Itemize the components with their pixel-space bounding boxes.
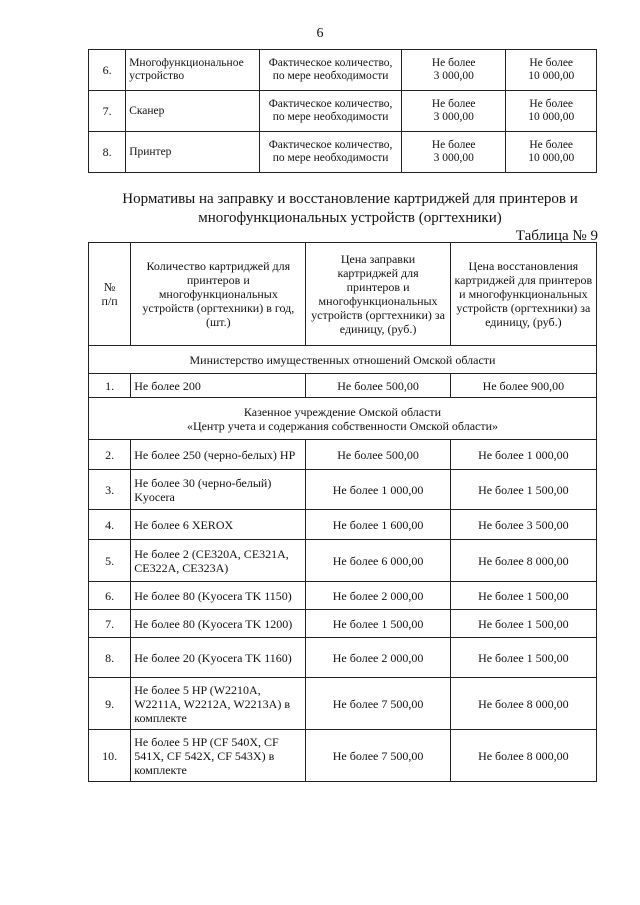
row-num: 10.	[89, 730, 131, 782]
row-price: Не более 10 000,00	[506, 91, 597, 132]
table-row	[89, 540, 597, 582]
row-basis: Фактическое количество, по мере необходимости	[260, 50, 402, 91]
row-refill: Не более 500,00	[306, 374, 450, 398]
section-heading	[60, 190, 640, 228]
equipment-table	[88, 49, 597, 173]
row-restore: Не более 1 500,00	[450, 638, 596, 678]
row-num: 8.	[89, 132, 126, 173]
row-num: 7.	[89, 610, 131, 638]
table-row	[89, 440, 597, 470]
table-row	[89, 374, 597, 398]
row-refill: Не более 2 000,00	[306, 582, 450, 610]
table-row	[89, 510, 597, 540]
row-qty: Не более 80 (Kyocera TK 1200)	[131, 610, 306, 638]
row-refill: Не более 7 500,00	[306, 730, 450, 782]
section-ministry: Министерство имущественных отношений Омской области	[89, 346, 597, 374]
table-row	[89, 91, 597, 132]
table-row	[89, 610, 597, 638]
row-num: 4.	[89, 510, 131, 540]
row-qty: Не более 200	[131, 374, 306, 398]
row-num: 8.	[89, 638, 131, 678]
row-restore: Не более 3 500,00	[450, 510, 596, 540]
row-refill: Не более 7 500,00	[306, 678, 450, 730]
row-qty: Не более 6 XEROX	[131, 510, 306, 540]
section-row-institution	[89, 398, 597, 440]
row-refill: Не более 1 600,00	[306, 510, 450, 540]
row-price: Не более 10 000,00	[506, 132, 597, 173]
row-qty: Не более 20 (Kyocera TK 1160)	[131, 638, 306, 678]
table-row	[89, 730, 597, 782]
row-num: 7.	[89, 91, 126, 132]
table-row	[89, 582, 597, 610]
row-restore: Не более 900,00	[450, 374, 596, 398]
row-count: Не более 3 000,00	[402, 50, 506, 91]
row-device: Многофункциональное устройство	[126, 50, 260, 91]
row-num: 3.	[89, 470, 131, 510]
header-restore: Цена восстановления картриджей для принтеров и многофункциональных устройств (оргтехники) за единицу, (руб.)	[450, 243, 596, 346]
row-device: Принтер	[126, 132, 260, 173]
row-refill: Не более 6 000,00	[306, 540, 450, 582]
table-row	[89, 638, 597, 678]
row-qty: Не более 5 HP (CF 540X, CF 541X, CF 542X, CF 543X) в комплекте	[131, 730, 306, 782]
row-qty: Не более 80 (Kyocera TK 1150)	[131, 582, 306, 610]
row-num: 6.	[89, 582, 131, 610]
table-row	[89, 132, 597, 173]
row-num: 6.	[89, 50, 126, 91]
heading-line-1: Нормативы на заправку и восстановление картриджей для принтеров и	[122, 191, 578, 207]
row-restore: Не более 8 000,00	[450, 540, 596, 582]
row-num: 9.	[89, 678, 131, 730]
table-row	[89, 678, 597, 730]
header-refill: Цена заправки картриджей для принтеров и многофункциональных устройств (оргтехники) за единицу, (руб.)	[306, 243, 450, 346]
row-restore: Не более 8 000,00	[450, 678, 596, 730]
row-restore: Не более 1 500,00	[450, 470, 596, 510]
header-qty: Количество картриджей для принтеров и многофункциональных устройств (оргтехники) в год, (шт.)	[131, 243, 306, 346]
row-refill: Не более 500,00	[306, 440, 450, 470]
heading-line-2: многофункциональных устройств (оргтехники)	[198, 210, 502, 226]
row-num: 5.	[89, 540, 131, 582]
section-institution: Казенное учреждение Омской области «Центр учета и содержания собственности Омской области»	[89, 398, 597, 440]
row-restore: Не более 1 500,00	[450, 610, 596, 638]
table-header-row	[89, 243, 597, 346]
row-basis: Фактическое количество, по мере необходимости	[260, 91, 402, 132]
header-num: № п/п	[89, 243, 131, 346]
row-price: Не более 10 000,00	[506, 50, 597, 91]
row-qty: Не более 5 HP (W2210A, W2211A, W2212A, W2213A) в комплекте	[131, 678, 306, 730]
row-refill: Не более 2 000,00	[306, 638, 450, 678]
row-num: 2.	[89, 440, 131, 470]
row-qty: Не более 2 (CE320A, CE321A, CE322A, CE323A)	[131, 540, 306, 582]
row-device: Сканер	[126, 91, 260, 132]
section-row-ministry	[89, 346, 597, 374]
table-label: Таблица № 9	[515, 228, 598, 244]
row-count: Не более 3 000,00	[402, 132, 506, 173]
row-refill: Не более 1 000,00	[306, 470, 450, 510]
row-refill: Не более 1 500,00	[306, 610, 450, 638]
row-restore: Не более 1 000,00	[450, 440, 596, 470]
row-basis: Фактическое количество, по мере необходимости	[260, 132, 402, 173]
row-num: 1.	[89, 374, 131, 398]
table-row	[89, 50, 597, 91]
page-number: 6	[316, 26, 324, 41]
row-restore: Не более 1 500,00	[450, 582, 596, 610]
row-qty: Не более 30 (черно-белый) Kyocera	[131, 470, 306, 510]
row-restore: Не более 8 000,00	[450, 730, 596, 782]
cartridge-table	[88, 242, 597, 782]
row-count: Не более 3 000,00	[402, 91, 506, 132]
table-row	[89, 470, 597, 510]
row-qty: Не более 250 (черно-белых) HP	[131, 440, 306, 470]
